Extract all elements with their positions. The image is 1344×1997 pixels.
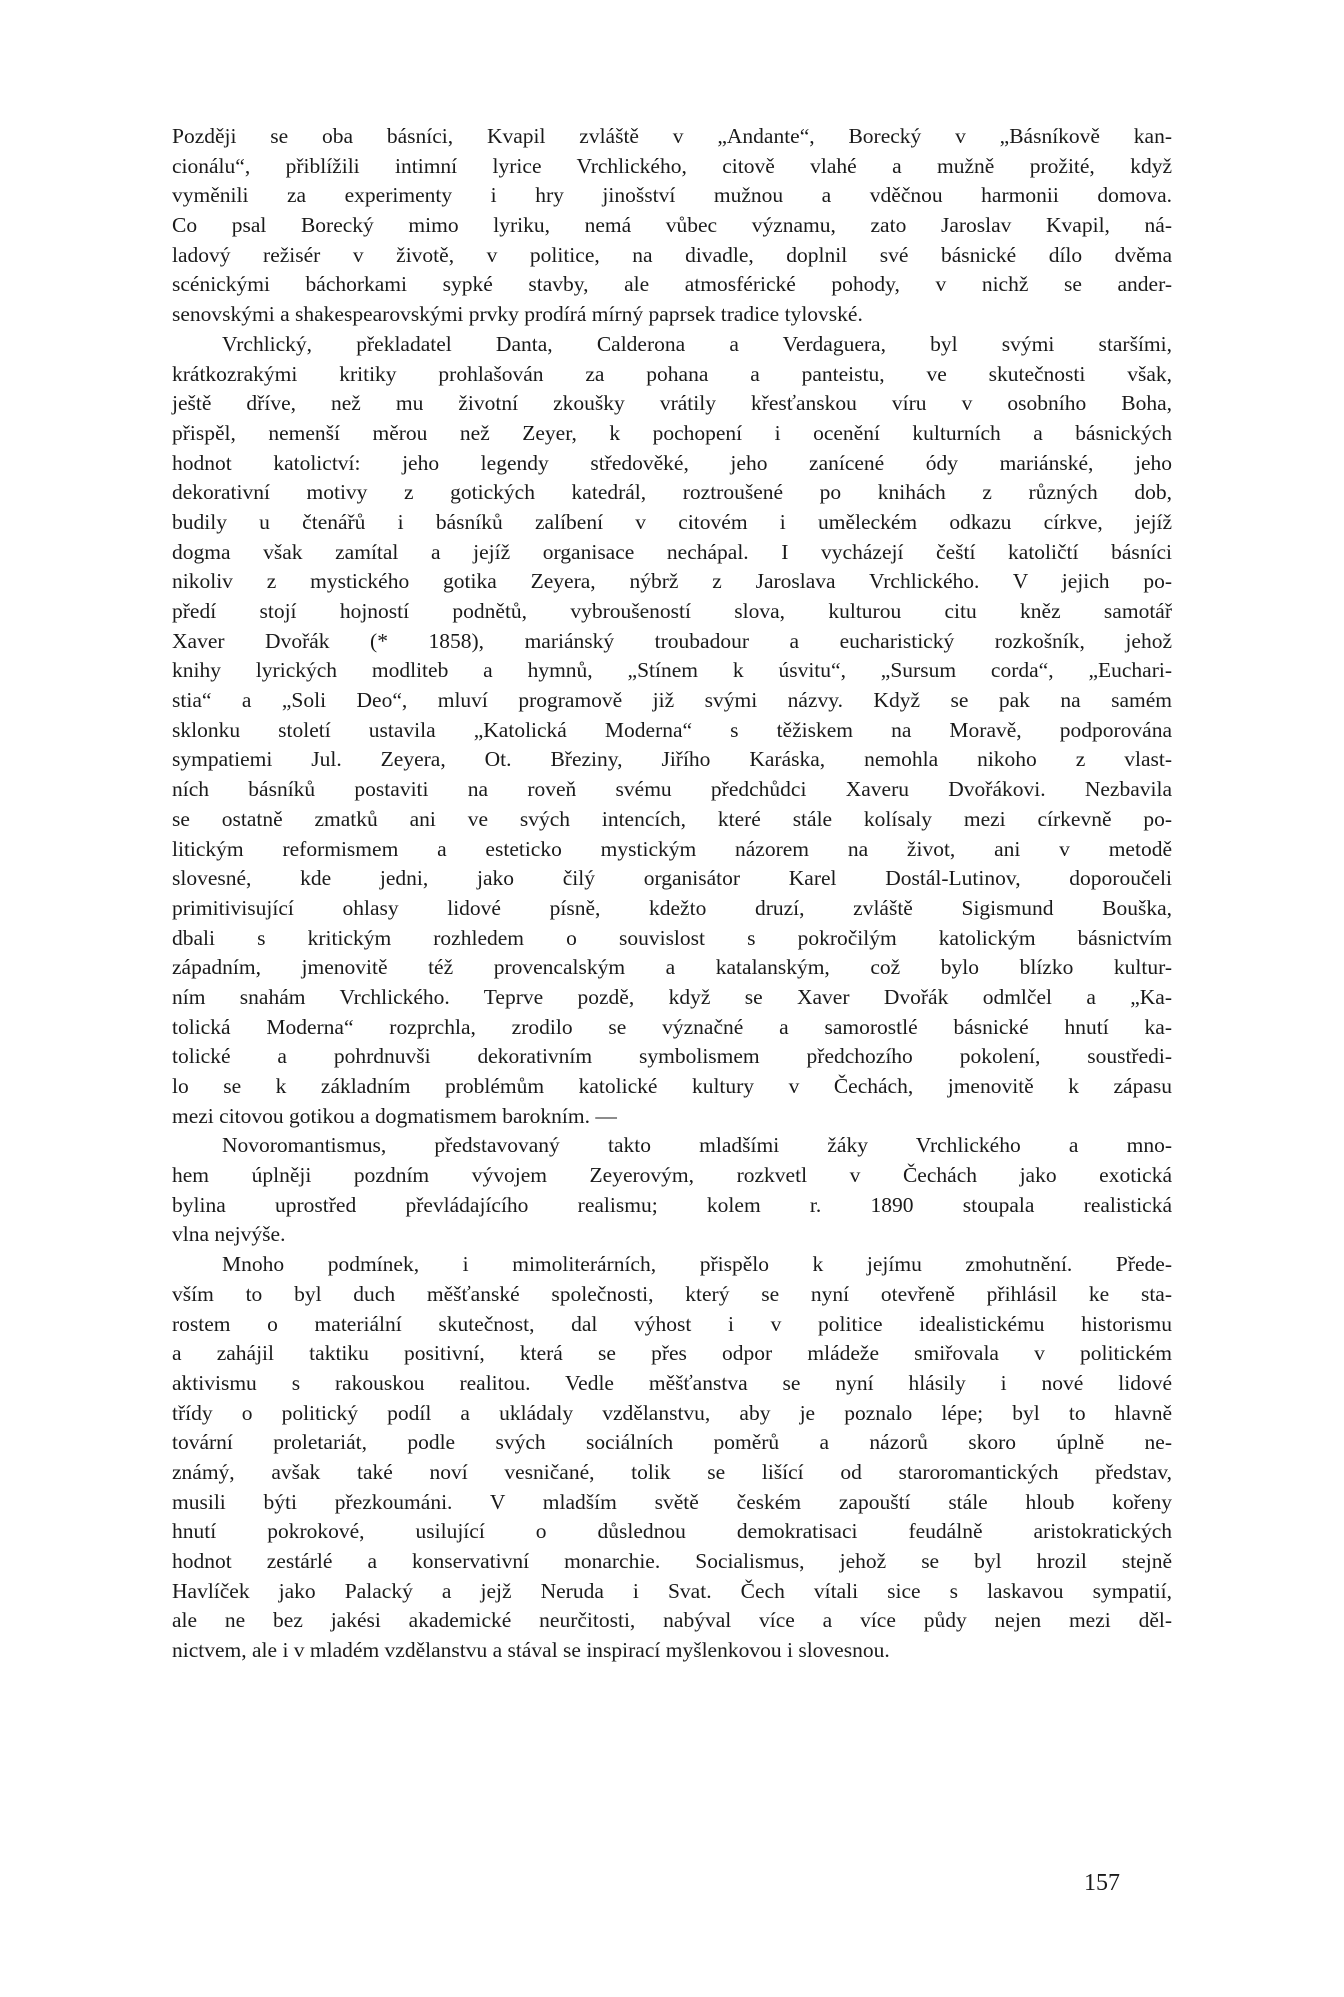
text-line: Havlíček jako Palacký a jejž Neruda i Svat. Čech vítali sice s laskavou sympatií, (172, 1578, 1172, 1603)
text-line: dogma však zamítal a jejíž organisace nechápal. I vycházejí čeští katoličtí básníci (172, 539, 1172, 564)
text-line: bylina uprostřed převládajícího realismu; kolem r. 1890 stoupala realistická (172, 1192, 1172, 1217)
text-line: Co psal Borecký mimo lyriku, nemá vůbec významu, zato Jaroslav Kvapil, ná- (172, 213, 1172, 238)
text-line: budily u čtenářů i básníků zalíbení v citovém i uměleckém odkazu církve, jejíž (172, 509, 1172, 534)
text-line: ních básníků postaviti na roveň svému předchůdci Xaveru Dvořákovi. Nezbavila (172, 777, 1172, 802)
text-line: Novoromantismus, představovaný takto mladšími žáky Vrchlického a mno- (222, 1133, 1172, 1158)
text-line: tolické a pohrdnuvši dekorativním symbolismem předchozího pokolení, soustředi- (172, 1044, 1172, 1069)
text-line: vyměnili za experimenty i hry jinošství mužnou a vděčnou harmonii domova. (172, 183, 1172, 208)
text-line: nictvem, ale i v mladém vzdělanstvu a stával se inspirací myšlenkovou i slovesnou. (172, 1638, 890, 1663)
text-line: Vrchlický, překladatel Danta, Calderona a Verdaguera, byl svými staršími, (222, 331, 1172, 356)
text-line: tovární proletariát, podle svých sociálních poměrů a názorů skoro úplně ne- (172, 1430, 1172, 1455)
text-line: se ostatně zmatků ani ve svých intencích, které stále kolísaly mezi církevně po- (172, 806, 1172, 831)
text-line: lo se k základním problémům katolické kultury v Čechách, jmenovitě k zápasu (172, 1074, 1172, 1098)
text-line: hodnot katolictví: jeho legendy středověké, jeho zanícené ódy mariánské, jeho (172, 450, 1172, 475)
text-line: ladový režisér v životě, v politice, na divadle, doplnil své básnické dílo dvěma (172, 242, 1172, 267)
text-line: nikoliv z mystického gotika Zeyera, nýbrž z Jaroslava Vrchlického. V jejich po- (172, 569, 1172, 594)
text-line: scénickými báchorkami sypké stavby, ale atmosférické pohody, v nichž se ander- (172, 272, 1172, 297)
paragraph (172, 122, 1172, 330)
paragraph (172, 330, 1172, 1132)
text-line: rostem o materiální skutečnost, dal výhost i v politice idealistickému historismu (172, 1311, 1172, 1336)
body-text (172, 122, 1172, 1666)
text-line: aktivismu s rakouskou realitou. Vedle měšťanstva se nyní hlásily i nové lidové (172, 1370, 1172, 1395)
text-line: knihy lyrických modliteb a hymnů, „Stínem k úsvitu“, „Sursum corda“, „Euchari- (172, 658, 1172, 683)
text-line: dbali s kritickým rozhledem o souvislost s pokročilým katolickým básnictvím (172, 925, 1172, 950)
paragraph (172, 1131, 1172, 1250)
text-line: přispěl, nemenší měrou než Zeyer, k pochopení i ocenění kulturních a básnických (172, 420, 1172, 445)
text-line: a zahájil taktiku positivní, která se přes odpor mládeže smiřovala v politickém (172, 1341, 1172, 1366)
text-line: tolická Moderna“ rozprchla, zrodilo se význačné a samorostlé básnické hnutí ka- (172, 1014, 1172, 1039)
paragraph (172, 1250, 1172, 1666)
text-line: třídy o politický podíl a ukládaly vzdělanstvu, aby je poznalo lépe; byl to hlavně (172, 1400, 1172, 1425)
text-line: senovskými a shakespearovskými prvky prodírá mírný paprsek tradice tylovské. (172, 302, 863, 327)
text-line: ale ne bez jakési akademické neurčitosti, nabýval více a více půdy nejen mezi děl- (172, 1608, 1172, 1633)
page-number: 157 (1084, 1870, 1120, 1896)
text-line: dekorativní motivy z gotických katedrál, roztroušené po knihách z různých dob, (172, 480, 1172, 505)
text-line: vším to byl duch měšťanské společnosti, který se nyní otevřeně přihlásil ke sta- (172, 1281, 1172, 1306)
text-line: sklonku století ustavila „Katolická Moderna“ s těžiskem na Moravě, podporována (172, 717, 1172, 742)
text-line: ním snahám Vrchlického. Teprve pozdě, když se Xaver Dvořák odmlčel a „Ka- (172, 984, 1172, 1009)
text-line: litickým reformismem a esteticko mystickým názorem na život, ani v metodě (172, 836, 1172, 861)
text-line: krátkozrakými kritiky prohlašován za pohana a panteistu, ve skutečnosti však, (172, 361, 1172, 386)
text-line: stia“ a „Soli Deo“, mluví programově již svými názvy. Když se pak na samém (172, 688, 1172, 713)
text-line: primitivisující ohlasy lidové písně, kdežto druzí, zvláště Sigismund Bouška, (172, 895, 1172, 920)
text-line: hnutí pokrokové, usilující o důslednou demokratisaci feudálně aristokratických (172, 1519, 1172, 1544)
text-line: sympatiemi Jul. Zeyera, Ot. Březiny, Jiřího Karáska, nemohla nikoho z vlast- (172, 747, 1172, 772)
text-line: Později se oba básníci, Kvapil zvláště v „Andante“, Borecký v „Básníkově kan- (172, 124, 1172, 148)
text-line: mezi citovou gotikou a dogmatismem barokním. — (172, 1103, 617, 1128)
text-line: Xaver Dvořák (* 1858), mariánský troubadour a eucharistický rozkošník, jehož (172, 628, 1172, 653)
text-line: hodnot zestárlé a konservativní monarchie. Socialismus, jehož se byl hrozil stejně (172, 1549, 1172, 1573)
text-line: Mnoho podmínek, i mimoliterárních, přispělo k jejímu zmohutnění. Přede- (222, 1252, 1172, 1277)
text-line: vlna nejvýše. (172, 1222, 286, 1247)
text-line: musili býti přezkoumáni. V mladším světě českém zapouští stále hloub kořeny (172, 1489, 1172, 1514)
text-line: ještě dříve, než mu životní zkoušky vrátily křesťanskou víru v osobního Boha, (172, 391, 1172, 416)
text-line: známý, avšak také noví vesničané, tolik se lišící od staroromantických představ, (172, 1459, 1172, 1484)
text-line: slovesné, kde jedni, jako čilý organisátor Karel Dostál-Lutinov, doporoučeli (172, 866, 1172, 891)
text-line: cionálu“, přiblížili intimní lyrice Vrchlického, citově vlahé a mužně prožité, když (172, 153, 1172, 178)
text-line: západním, jmenovitě též provencalským a katalanským, což bylo blízko kultur- (172, 955, 1172, 980)
text-line: předí stojí hojností podnětů, vybroušeností slova, kulturou citu kněz samotář (172, 599, 1172, 623)
text-line: hem úplněji pozdním vývojem Zeyerovým, rozkvetl v Čechách jako exotická (172, 1163, 1172, 1188)
